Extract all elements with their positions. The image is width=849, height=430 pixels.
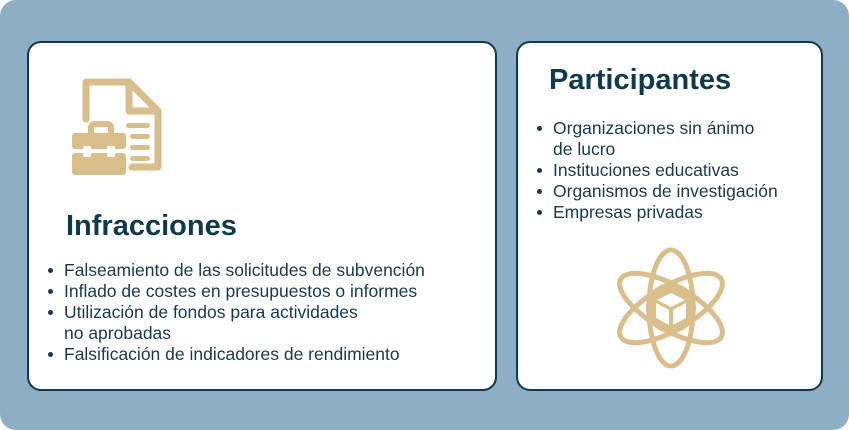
list-item-text: Falsificación de indicadores de rendimiento xyxy=(64,344,400,364)
list-item-text: Falseamiento de las solicitudes de subvención xyxy=(64,260,425,280)
list-item xyxy=(532,181,817,202)
list-item xyxy=(43,281,488,302)
list-item xyxy=(43,260,488,281)
participantes-list xyxy=(532,118,817,223)
list-item xyxy=(532,202,817,223)
list-item-text: Organizaciones sin ánimo de lucro xyxy=(553,118,755,159)
infracciones-title: Infracciones xyxy=(66,210,237,242)
list-item-text: Inflado de costes en presupuestos o informes xyxy=(64,281,418,301)
participantes-title: Participantes xyxy=(549,64,732,96)
list-item-text: Organismos de investigación xyxy=(553,181,778,201)
list-item xyxy=(532,118,817,160)
list-item xyxy=(43,344,488,365)
list-item-text: Instituciones educativas xyxy=(553,160,739,180)
document-toolbox-icon xyxy=(69,75,165,179)
list-item xyxy=(43,302,488,344)
list-item xyxy=(532,160,817,181)
atom-cube-icon xyxy=(606,246,736,370)
participantes-card xyxy=(516,41,823,391)
list-item-text: Empresas privadas xyxy=(553,202,703,222)
list-item-text: Utilización de fondos para actividades no aprobadas xyxy=(64,302,358,343)
infracciones-card xyxy=(27,41,497,391)
infracciones-list xyxy=(43,260,488,365)
